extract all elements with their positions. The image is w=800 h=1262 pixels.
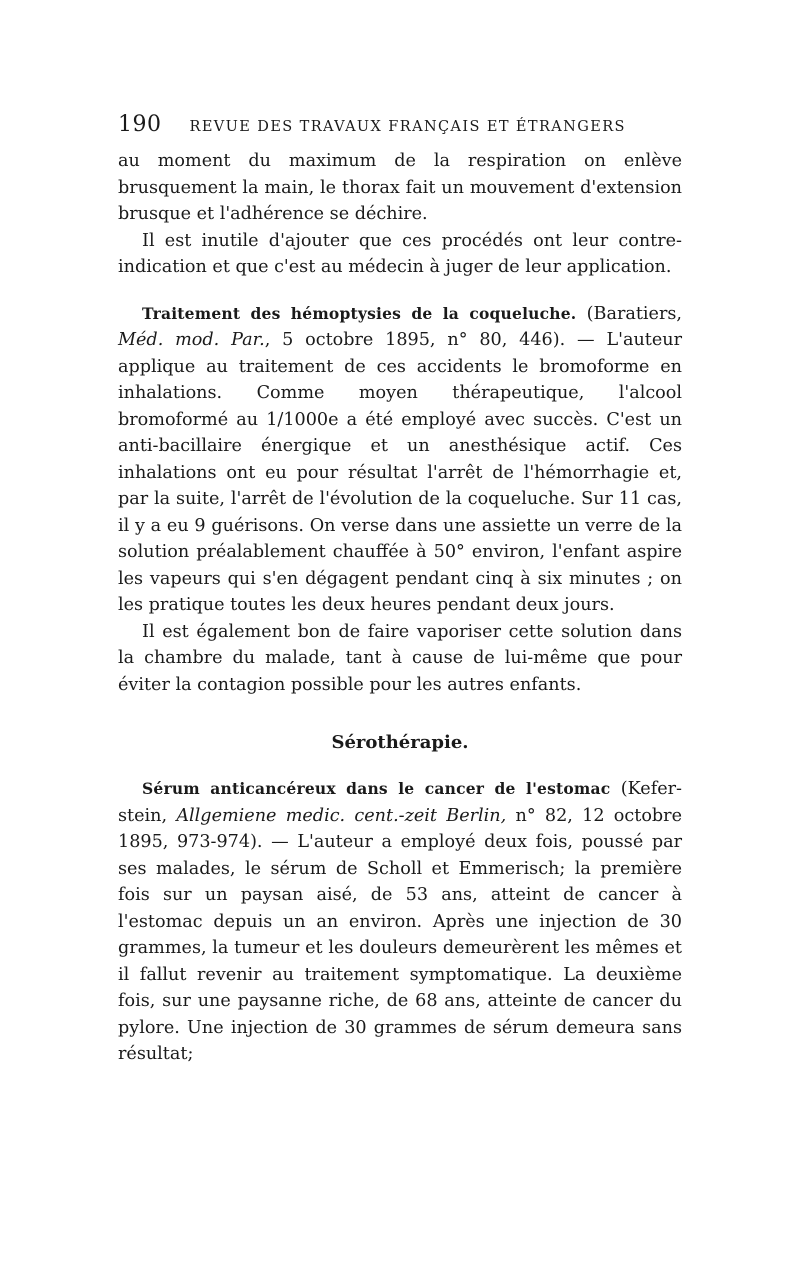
article-serum: [118, 776, 682, 1068]
article-ref-details: , 5 octobre 1895, n° 80, 446). —: [264, 330, 607, 350]
article-ref-details: n° 82, 12 octobre 1895, 973-974). —: [118, 805, 683, 852]
spacer: [118, 698, 682, 730]
paragraph-continuation: au moment du maximum de la respiration on enlève brusquement la main, le thorax fait un mouvement d'extension brusque et l'adhérence se déchire.: [118, 151, 682, 224]
running-head: REVUE DES TRAVAUX FRANÇAIS ET ÉTRANGERS: [189, 119, 626, 135]
article-ref-author: (Baratiers,: [576, 303, 683, 324]
article-ref-journal: Allgemiene medic. cent.-zeit Berlin,: [176, 805, 507, 826]
article-title: Sérum anticancéreux dans le cancer de l'estomac: [142, 779, 611, 798]
article-ref-author: (Kefer-stein,: [118, 779, 682, 826]
section-title: Sérothérapie.: [331, 732, 469, 753]
article-paragraph: Il est également bon de faire vaporiser cette solution dans la chambre du malade, tant à cause de lui-même que pour éviter la contagion possible pour les autres enfants.: [118, 621, 682, 695]
article-ref-journal: Méd. mod. Par.: [118, 330, 265, 350]
page-body: [118, 148, 682, 1068]
spacer: [118, 756, 682, 776]
spacer: [118, 281, 682, 301]
article-body: L'auteur a employé deux fois, poussé par ses malades, le sérum de Scholl et Emmerisch; la première fois sur un paysan aisé, de 53 ans, atteint de cancer à l'estomac depuis un an environ. Après une injection de 30 grammes, la tumeur et les douleurs demeurèrent les mêmes et il fallut revenir au traitement symptomatique. La deuxième fois, sur une paysanne riche, de 68 ans, atteinte de cancer du pylore. Une injection de 30 grammes de sérum demeura sans résultat;: [118, 832, 682, 1064]
paragraph-contraindication: Il est inutile d'ajouter que ces procédés ont leur contre-indication et que c'est au médecin à juger de leur application.: [118, 230, 682, 277]
page-number: 190: [118, 112, 162, 137]
article-hemoptysies: [118, 301, 682, 619]
page-header: [118, 112, 678, 144]
article-body: L'auteur applique au traitement de ces accidents le bromoforme en inhalations. Comme moyen thérapeutique, l'alcool bromoformé au 1/1000e a été employé avec succès. C'est un anti-bacillaire énergique et un anesthésique actif. Ces inhalations ont eu pour résultat l'arrêt de l'hémorrhagie et, par la suite, l'arrêt de l'évolution de la coqueluche. Sur 11 cas, il y a eu 9 guérisons. On verse dans une assiette un verre de la solution préalablement chauffée à 50° environ, l'enfant aspire les vapeurs qui s'en dégagent pendant cinq à six minutes ; on les pratique toutes les deux heures pendant deux jours.: [118, 330, 683, 615]
article-title: Traitement des hémoptysies de la coqueluche.: [142, 303, 577, 323]
